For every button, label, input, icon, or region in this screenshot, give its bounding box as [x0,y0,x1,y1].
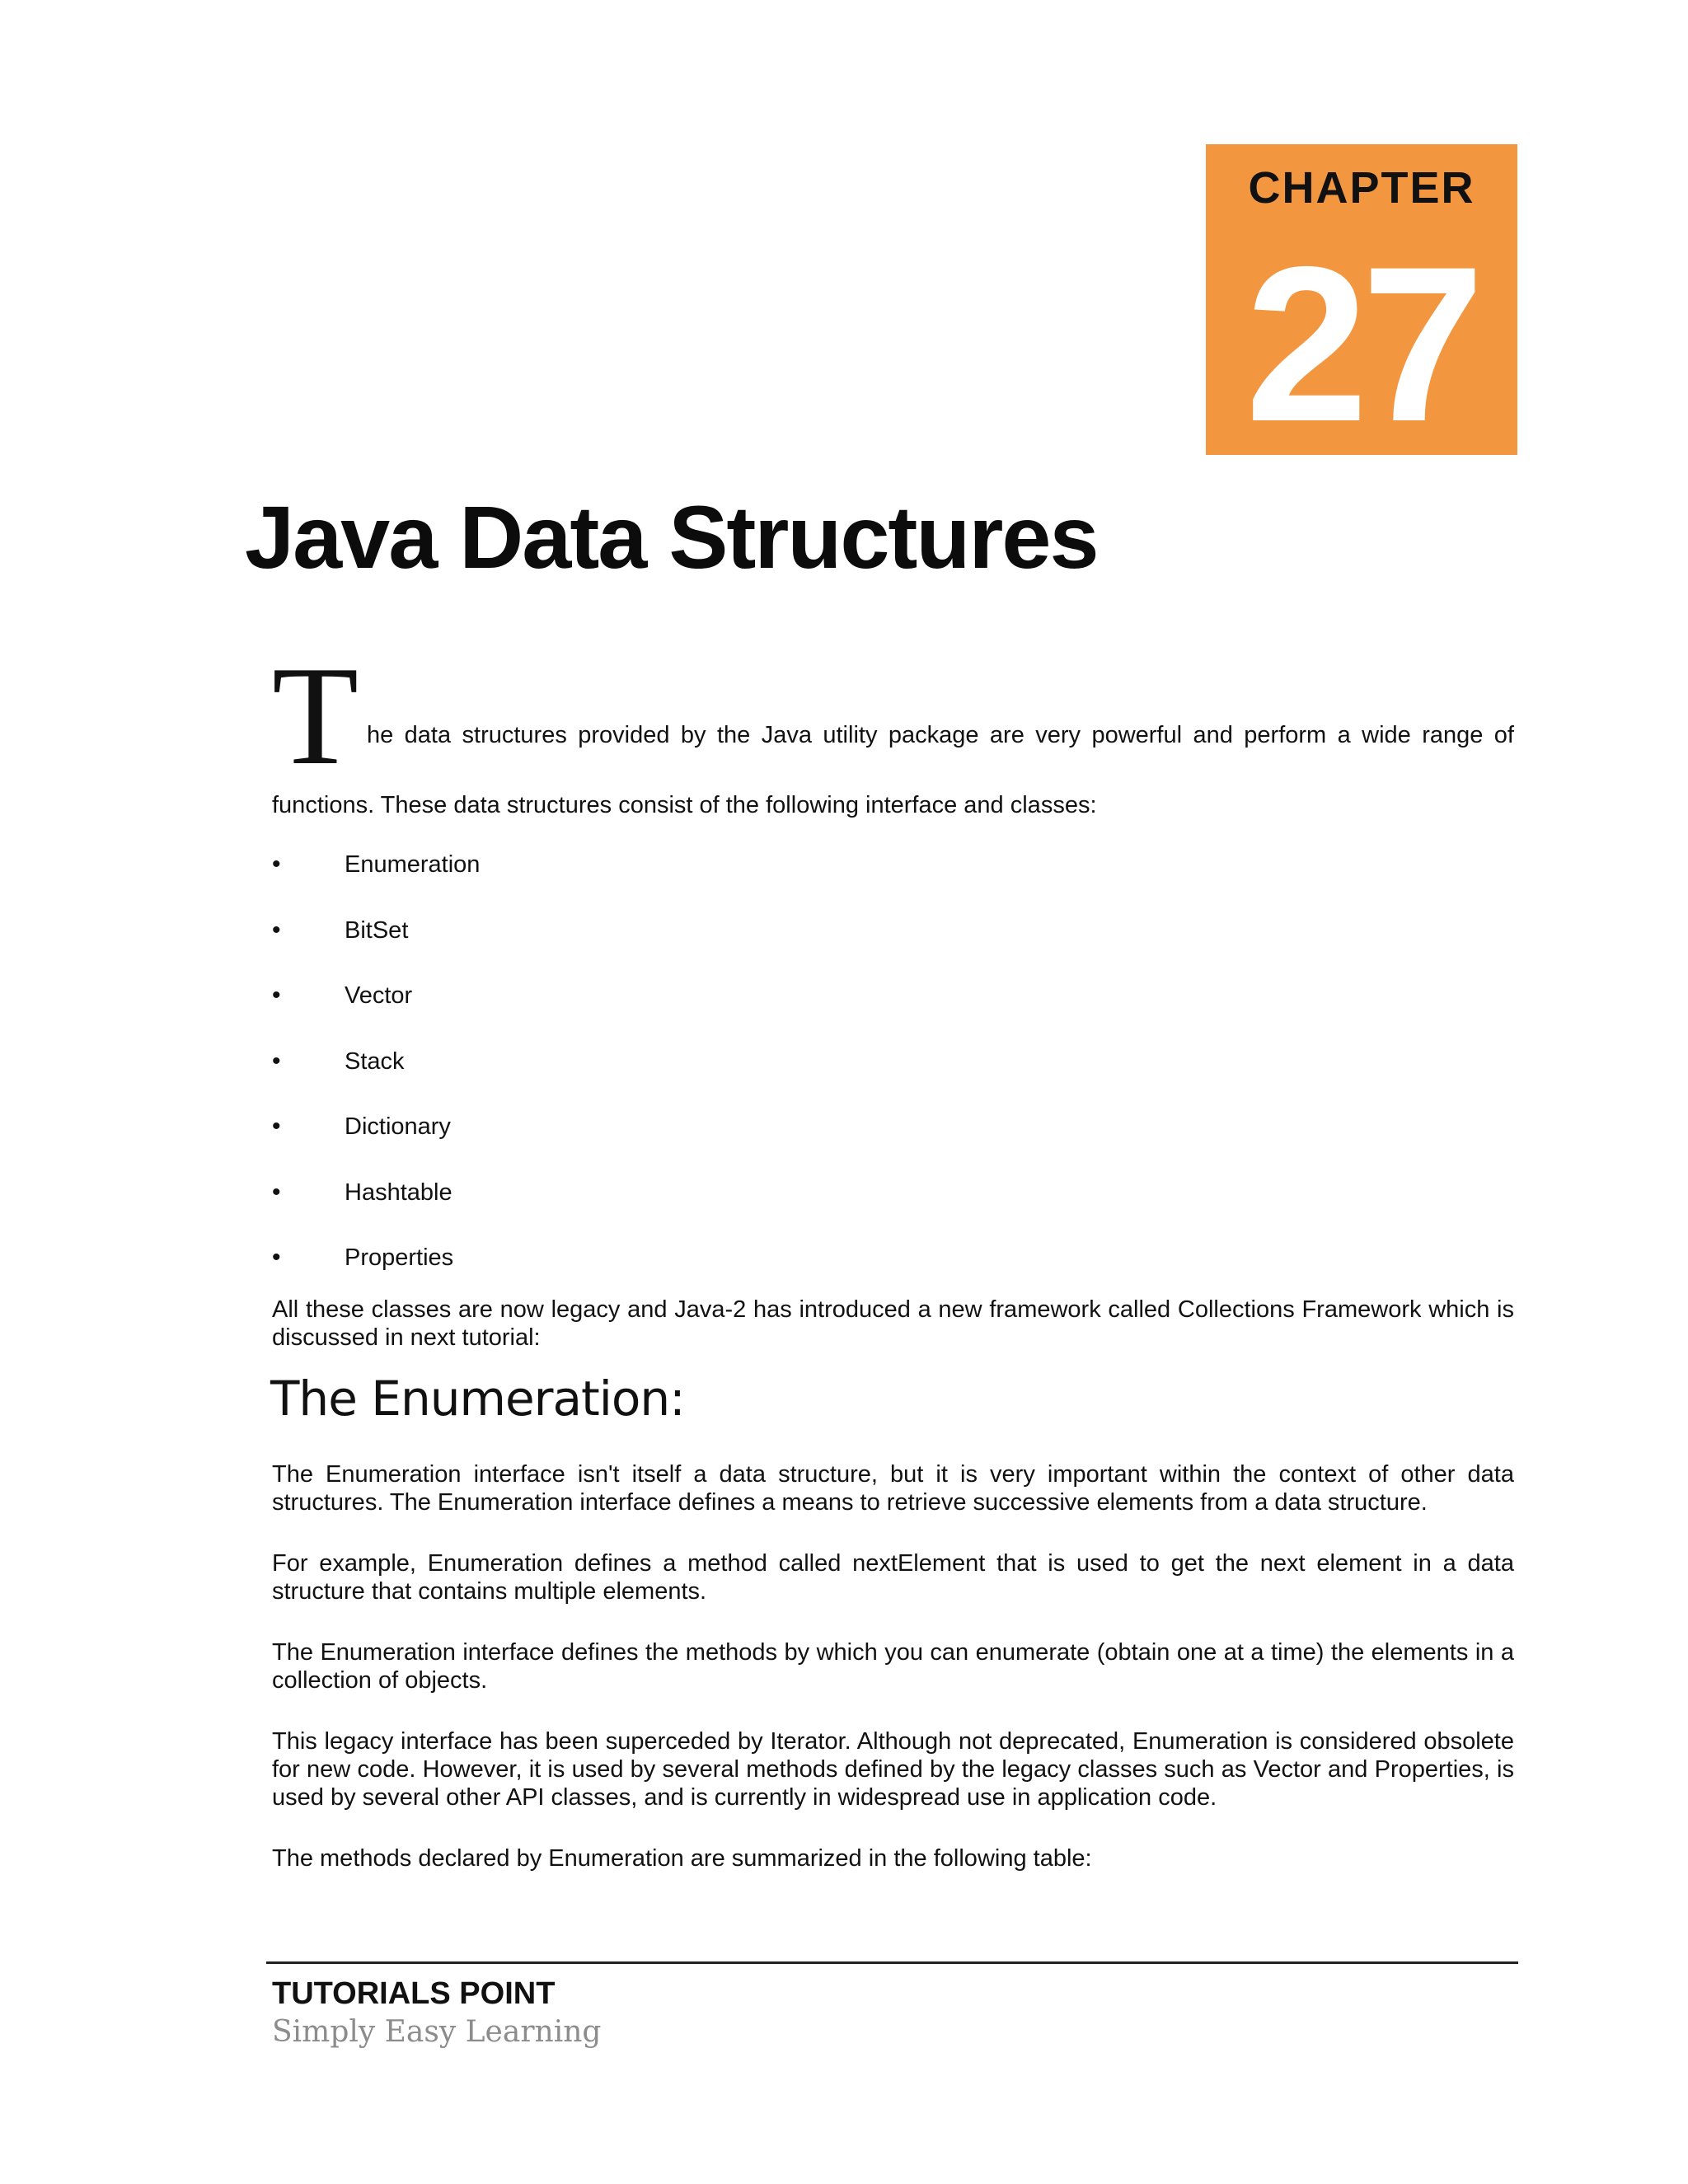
section-heading: The Enumeration: [270,1371,685,1427]
footer-tagline: Simply Easy Learning [272,2015,602,2049]
drop-cap: T [272,638,359,794]
bullet-icon: • [272,851,281,878]
page-title: Java Data Structures [245,487,1098,587]
section-paragraph: For example, Enumeration defines a method called nextElement that is used to get the next element in a data structure that contains multiple elements. [272,1550,1514,1605]
chapter-badge [1206,144,1517,467]
section-paragraph: The Enumeration interface isn't itself a data structure, but it is very important within the context of other data structures. The Enumeration interface defines a means to retrieve successive elements from a data structure. [272,1461,1514,1516]
list-item-label: BitSet [345,916,409,944]
bullet-icon: • [272,1178,281,1206]
list-item-label: Hashtable [345,1179,452,1206]
chapter-label: CHAPTER [1248,163,1475,213]
intro-text-line1: he data structures provided by the Java utility package are very powerful and perform a wide range of [367,722,1514,748]
bullet-icon: • [272,1244,281,1271]
list-item-label: Stack [345,1047,405,1075]
legacy-note: All these classes are now legacy and Java-2 has introduced a new framework called Collections Framework which is discussed in next tutorial: [272,1296,1514,1351]
footer-brand: TUTORIALS POINT [272,1976,556,2011]
section-paragraph: This legacy interface has been superceded by Iterator. Although not deprecated, Enumeration is considered obsolete for new code. However, it is used by several methods defined by the legacy classes such as Vector and Properties, is used by several other API classes, and is currently in widespread use in application code. [272,1728,1514,1811]
footer-divider [266,1961,1518,1964]
bullet-icon: • [272,1113,281,1140]
list-item-label: Properties [345,1244,454,1271]
chapter-number: 27 [1245,220,1479,467]
bullet-icon: • [272,982,281,1009]
section-paragraph: The methods declared by Enumeration are summarized in the following table: [272,1845,1092,1872]
intro-text-line2: functions. These data structures consist of the following interface and classes: [272,792,1097,818]
list-item-label: Dictionary [345,1113,451,1140]
list-item-label: Enumeration [345,851,481,878]
list-item-label: Vector [345,982,413,1009]
bullet-icon: • [272,1047,281,1075]
bullet-icon: • [272,916,281,944]
section-paragraph: The Enumeration interface defines the methods by which you can enumerate (obtain one at a time) the elements in a collection of objects. [272,1639,1514,1694]
